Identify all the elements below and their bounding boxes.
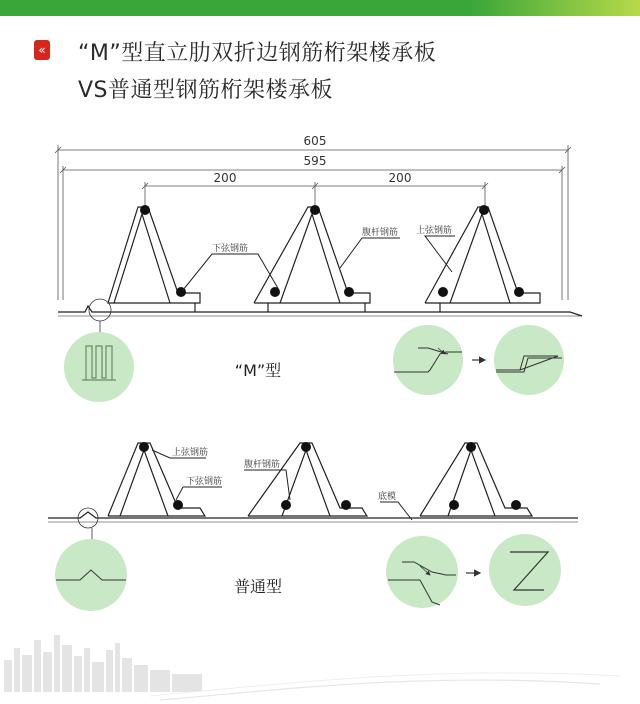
m-detail-circle (64, 332, 134, 402)
page-title-line2: VS普通型钢筋桁架楼承板 (78, 78, 334, 103)
dim-span-a-label: 200 (213, 171, 237, 185)
normal-type-deck (48, 443, 578, 522)
m-label-web: 腹杆钢筋 (362, 228, 399, 238)
m-fold-detail-right (494, 325, 564, 395)
normal-label-web: 腹杆钢筋 (244, 460, 281, 470)
m-type-caption: “M”型 (234, 361, 282, 380)
normal-detail-circle (55, 539, 127, 611)
normal-detail-marker (78, 508, 98, 528)
normal-fold-detail-left (386, 536, 458, 608)
city-skyline-decoration (4, 635, 202, 692)
dim-inner-label: 595 (303, 154, 327, 168)
m-label-top-chord: 上弦钢筋 (416, 226, 453, 236)
m-type-rebar-dots (140, 205, 524, 297)
m-detail-marker (89, 299, 111, 321)
decor-swoosh (160, 680, 600, 700)
m-type-deck (58, 207, 582, 316)
dim-total-label: 605 (303, 134, 327, 148)
normal-label-base: 底模 (378, 492, 397, 502)
normal-label-bottom-chord: 下弦钢筋 (186, 477, 223, 487)
m-label-bottom-chord: 下弦钢筋 (212, 244, 249, 254)
normal-type-caption: 普通型 (233, 577, 283, 596)
normal-fold-detail-right (489, 534, 561, 606)
dim-span-b-label: 200 (388, 171, 412, 185)
double-chevron-left-icon: « (34, 40, 50, 60)
page-title-line1: “M”型直立肋双折边钢筋桁架楼承板 (78, 41, 437, 66)
normal-label-top-chord: 上弦钢筋 (172, 448, 209, 458)
m-fold-detail-left (393, 325, 463, 395)
decor-swoosh-2 (150, 673, 620, 696)
